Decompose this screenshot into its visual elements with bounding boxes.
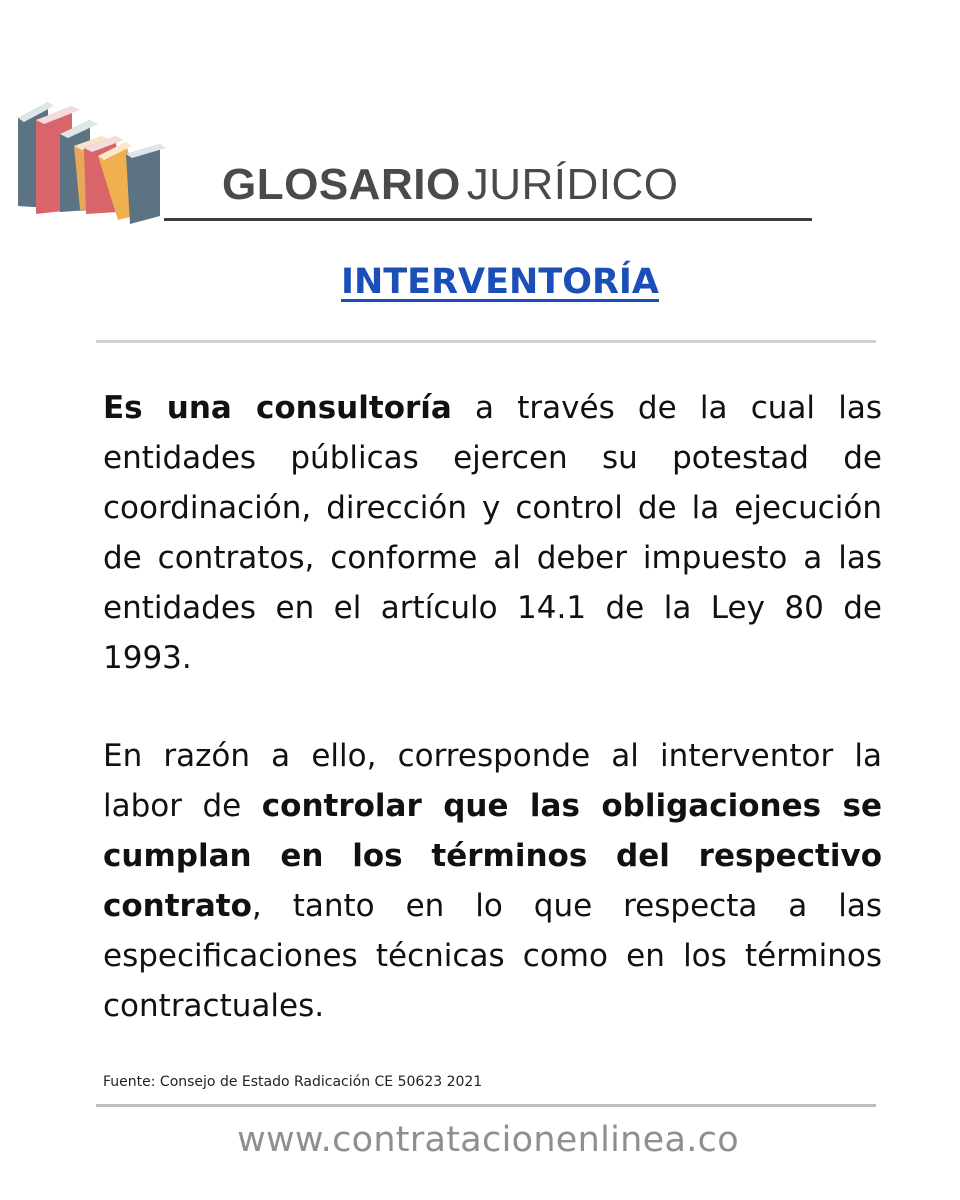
paragraph-definition	[103, 383, 882, 683]
title-underline	[164, 218, 812, 221]
paragraph-explanation	[103, 731, 882, 1031]
paragraph-explanation-end: , tanto en lo que respecta a las especificaciones técnicas como en los términos contractuales.	[103, 888, 882, 1024]
paragraph-explanation-start: En razón a ello, corresponde al interventor la labor de	[103, 738, 882, 824]
books-icon	[14, 96, 166, 228]
term-heading	[0, 262, 960, 302]
paragraph-definition-bold: Es una consultoría	[103, 390, 452, 426]
term-link[interactable]: INTERVENTORÍA	[340, 262, 660, 302]
source-citation: Fuente: Consejo de Estado Radicación CE 50623 2021	[103, 1074, 483, 1090]
page-title	[222, 160, 822, 210]
website-link[interactable]: www.contratacionenlinea.co	[237, 1120, 739, 1160]
title-bold: GLOSARIO	[222, 160, 461, 209]
paragraph-explanation-bold: controlar que las obligaciones se cumplan en los términos del respectivo contrato	[103, 788, 882, 924]
divider-bottom	[96, 1104, 876, 1107]
title-light: JURÍDICO	[466, 160, 679, 209]
divider-top	[96, 340, 876, 343]
paragraph-definition-text: a través de la cual las entidades públicas ejercen su potestad de coordinación, dirección y control de la ejecución de contratos, conforme al deber impuesto a las entidades en el artículo 14.1 de la Ley 80 de 1993.	[103, 390, 882, 676]
